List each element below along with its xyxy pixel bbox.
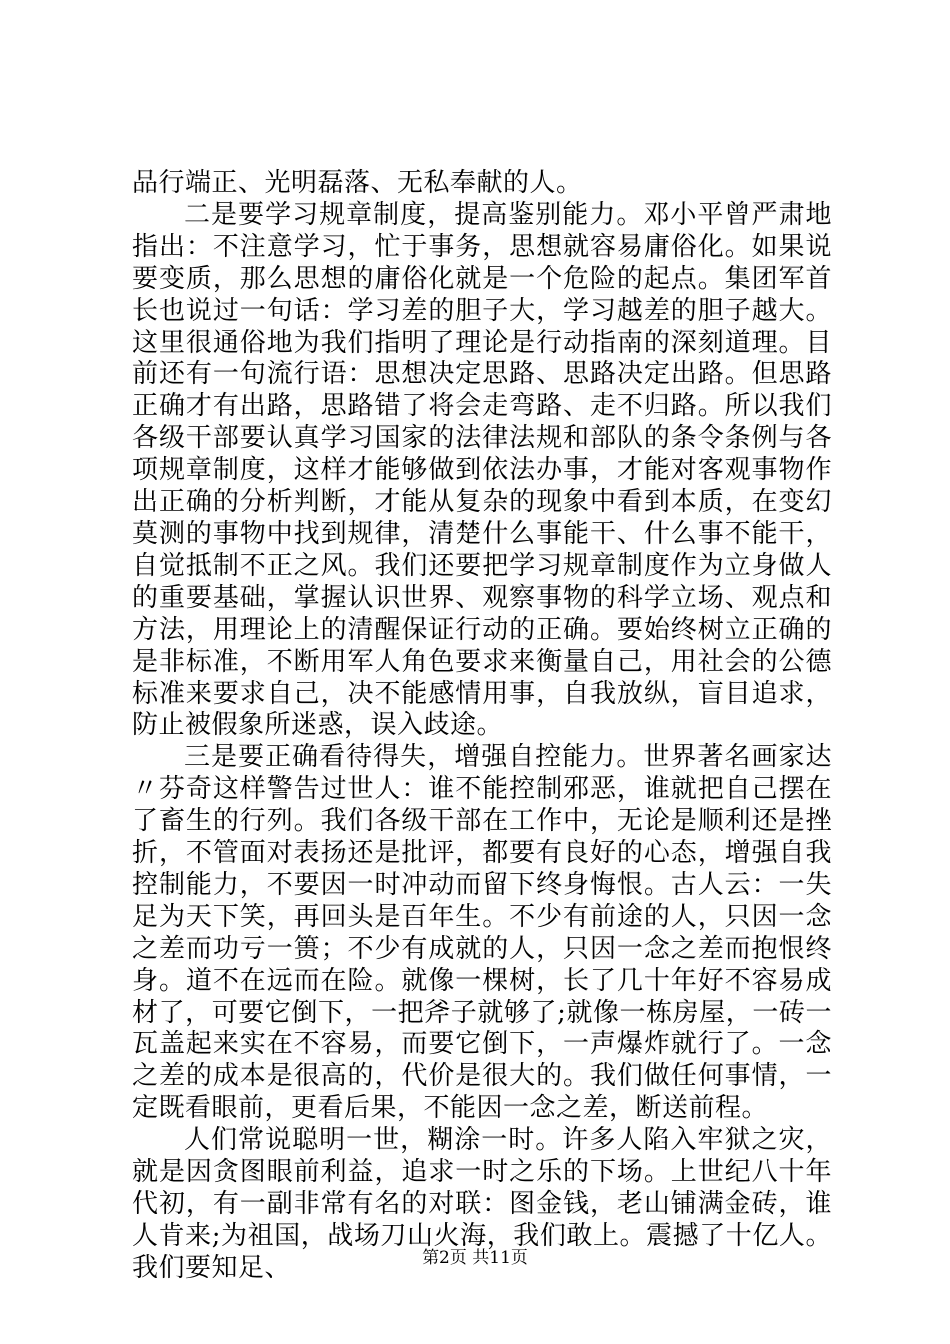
- paragraph-continuation: 品行端正、光明磊落、无私奉献的人。: [132, 168, 583, 198]
- paragraph-study-regulations: 二是要学习规章制度，提高鉴别能力。邓小平曾严肃地指出：不注意学习，忙于事务，思想就容易庸俗化。如果说要变质，那么思想的庸俗化就是一个危险的起点。集团军首长也说过一句话：学习差的胆子大，学习越差的胆子越大。这里很通俗地为我们指明了理论是行动指南的深刻道理。目前还有一句流行语：思想决定思路、思路决定出路。但思路正确才有出路，思路错了将会走弯路、走不归路。所以我们各级干部要认真学习国家的法律法规和部队的条令条例与各项规章制度，这样才能够做到依法办事，才能对客观事物作出正确的分析判断，才能从复杂的现象中看到本质，在变幻莫测的事物中找到规律，清楚什么事能干、什么事不能干，自觉抵制不正之风。我们还要把学习规章制度作为立身做人的重要基础，掌握认识世界、观察事物的科学立场、观点和方法，用理论上的清醒保证行动的正确。要始终树立正确的是非标准，不断用军人角色要求来衡量自己，用社会的公德标准来要求自己，决不能感情用事，自我放纵，盲目追求，防止被假象所迷惑，误入歧途。: [132, 199, 832, 741]
- paragraph-wisdom: 人们常说聪明一世，糊涂一时。许多人陷入牢狱之灾，就是因贪图眼前利益，追求一时之乐的下场。上世纪八十年代初，有一副非常有名的对联：图金钱，老山铺满金砖，谁人肯来;为祖国，战场刀山火海，我们敢上。震撼了十亿人。我们要知足、: [132, 1125, 832, 1283]
- document-body: [132, 168, 832, 1285]
- page-footer: 第2页 共11页: [422, 1248, 528, 1268]
- paragraph-self-control: 三是要正确看待得失，增强自控能力。世界著名画家达〃芬奇这样警告过世人：谁不能控制邪恶，谁就把自己摆在了畜生的行列。我们各级干部在工作中，无论是顺利还是挫折，不管面对表扬还是批评，都要有良好的心态，增强自我控制能力，不要因一时冲动而留下终身悔恨。古人云：一失足为天下笑，再回头是百年生。不少有前途的人，只因一念之差而功亏一篑；不少有成就的人，只因一念之差而抱恨终身。道不在远而在险。就像一棵树，长了几十年好不容易成材了，可要它倒下，一把斧子就够了;就像一栋房屋，一砖一瓦盖起来实在不容易，而要它倒下，一声爆炸就行了。一念之差的成本是很高的，代价是很大的。我们做任何事情，一定既看眼前，更看后果，不能因一念之差，断送前程。: [132, 742, 832, 1124]
